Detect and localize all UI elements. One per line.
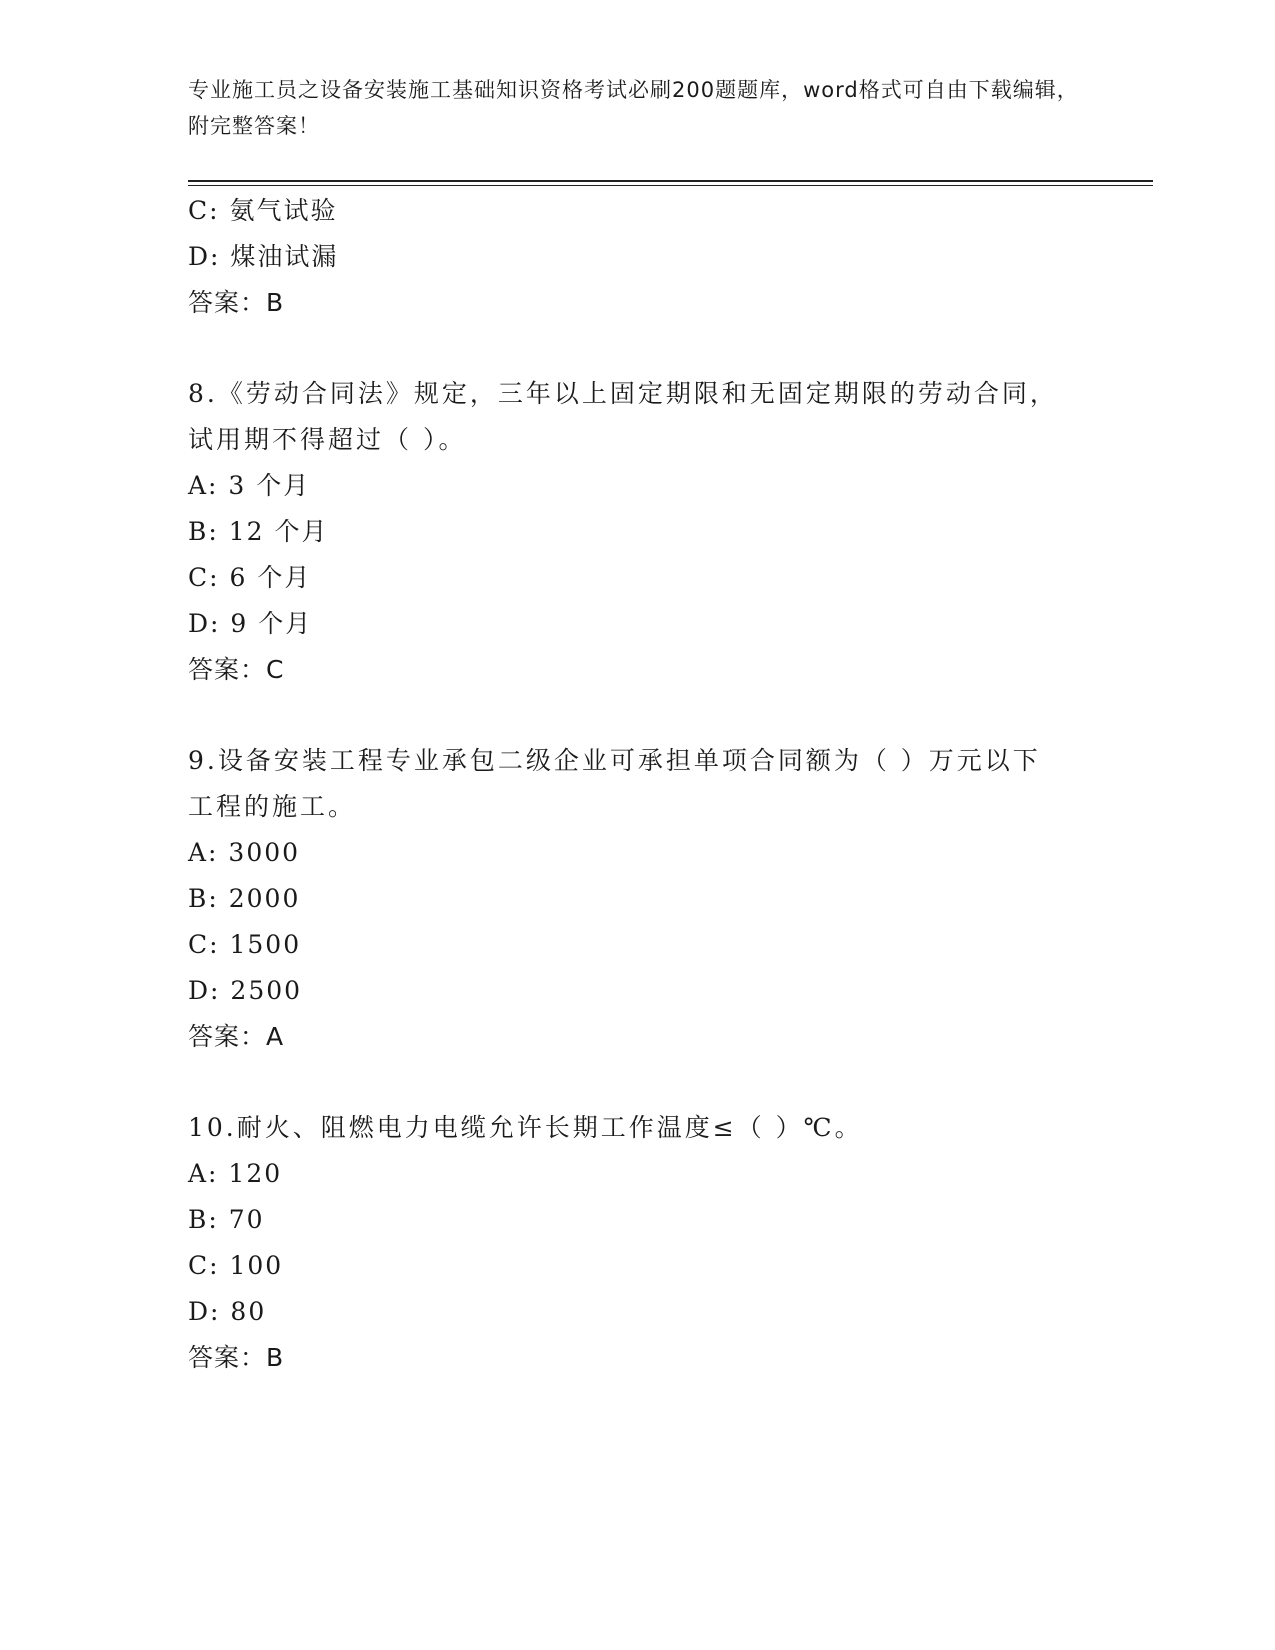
question-list — [188, 188, 1088, 1381]
header-divider-thick — [188, 180, 1153, 182]
option-d: D: 2500 — [188, 976, 303, 1005]
header-divider-thin — [188, 185, 1153, 186]
option-d: D: 9 个月 — [188, 609, 313, 638]
question-text: 10.耐火、阻燃电力电缆允许长期工作温度≤（ ）℃。 — [188, 1113, 863, 1142]
option-b: B: 70 — [188, 1205, 265, 1234]
option-a: A: 3 个月 — [188, 471, 311, 500]
option-a: A: 3000 — [188, 838, 301, 867]
option-b: B: 2000 — [188, 884, 301, 913]
option-c: C: 100 — [188, 1251, 284, 1280]
answer-line: 答案：B — [188, 288, 285, 317]
question-9 — [188, 738, 1088, 1060]
spacer — [188, 693, 1088, 738]
option-c: C: 氨气试验 — [188, 196, 338, 225]
spacer — [188, 1060, 1088, 1105]
answer-line: 答案：B — [188, 1343, 285, 1372]
option-d: D: 煤油试漏 — [188, 242, 339, 271]
question-8 — [188, 371, 1088, 693]
question-10 — [188, 1105, 1088, 1381]
option-c: C: 6 个月 — [188, 563, 312, 592]
answer-line: 答案：C — [188, 655, 285, 684]
option-b: B: 12 个月 — [188, 517, 329, 546]
option-a: A: 120 — [188, 1159, 283, 1188]
question-7 — [188, 188, 1088, 326]
answer-line: 答案：A — [188, 1022, 285, 1051]
question-text: 8.《劳动合同法》规定，三年以上固定期限和无固定期限的劳动合同，试用期不得超过（ ）。 — [188, 379, 1058, 454]
spacer — [188, 326, 1088, 371]
question-text: 9.设备安装工程专业承包二级企业可承担单项合同额为（ ）万元以下工程的施工。 — [188, 746, 1041, 821]
option-c: C: 1500 — [188, 930, 302, 959]
document-header: 专业施工员之设备安装施工基础知识资格考试必刷200题题库，word格式可自由下载编辑，附完整答案！ — [188, 78, 1079, 138]
option-d: D: 80 — [188, 1297, 267, 1326]
